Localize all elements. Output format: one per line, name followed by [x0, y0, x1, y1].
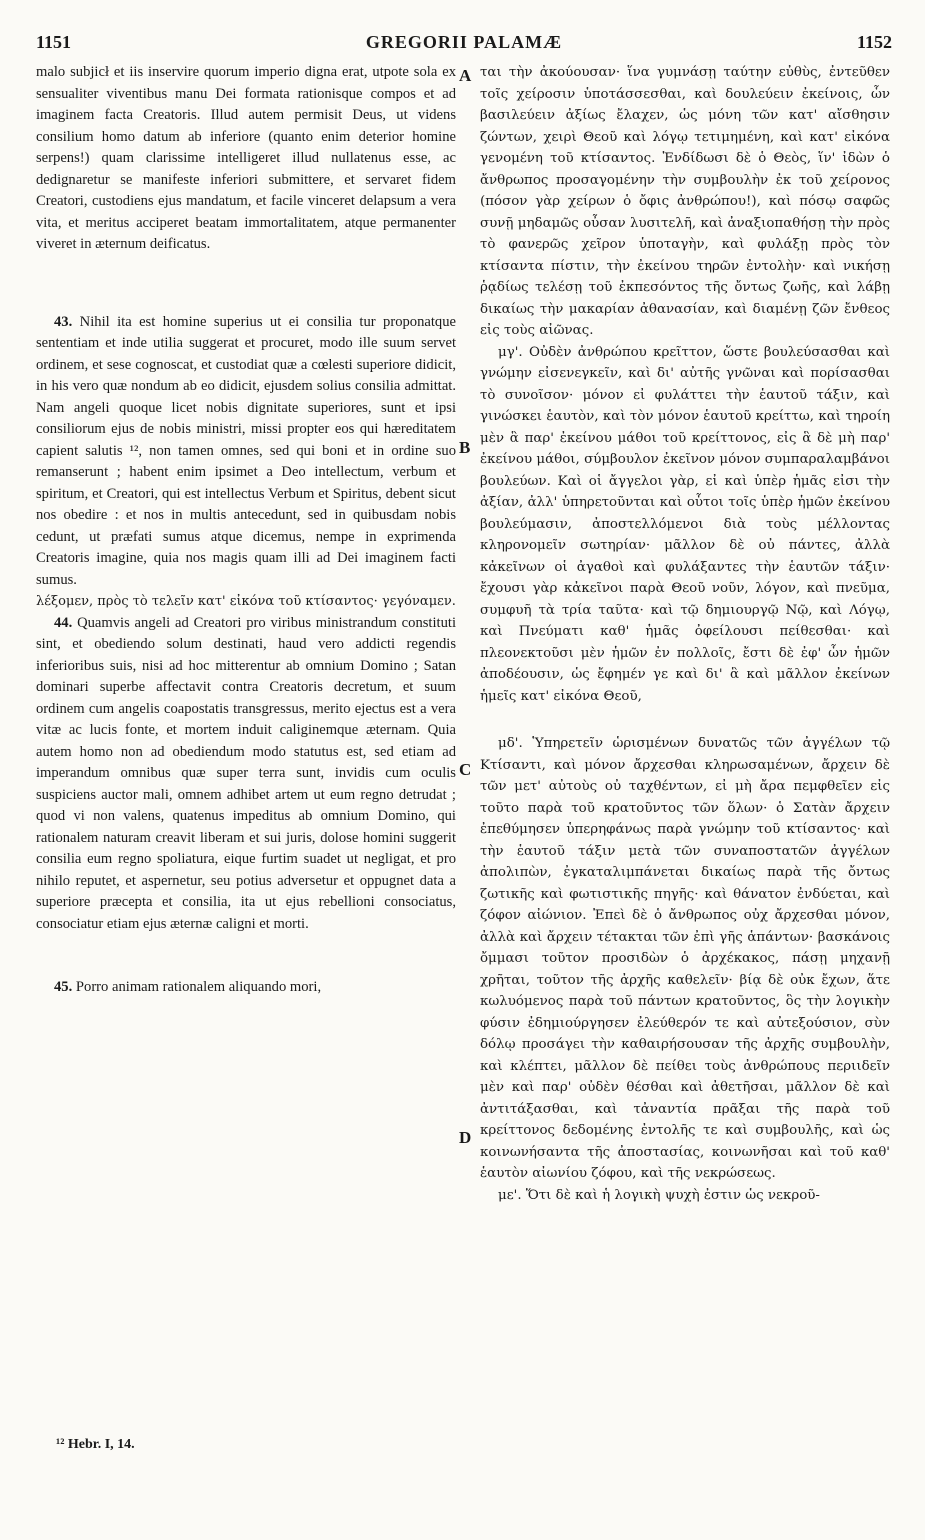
greek-paragraph-44 [480, 733, 890, 1185]
footnote: ¹² Hebr. I, 14. [56, 1437, 135, 1452]
margin-letter-d: D [459, 1128, 472, 1147]
latin-text: Quamvis angeli ad Creatori pro viribus ministrandum constituti sint, et obediendo solum destinati, haud vero addicti regendis inferioribus suis, nisi ad hoc mitterentur ab omnium Domino ; Satan dominari superbe affectavit contra Creatoris decretum, et suum ordinem cum angelis coapostatis transgressus, merito ejectus est a vera vitæ ac lucis fonte, et mortem induit caliginemque æternam. Quia autem homo non ad obediendum modo statutus est, sed etiam ad imperandum omnibus quæ super terra sunt, invidis cum oculis suspiciens auctor mali, omnem adhibet artem ut eum regno detrudat ; quod vi non valens, quatenus impeditus ab omnium Domino, qui rationalem naturam creavit liberam et sui juris, dolose homini suggerit consilia eum regno spoliatura, eique furtim suadet ut negligat, et pro nihilo reputet, et aspernetur, seu potius adversetur et oppugnet data a superiore præcepta et consilia, ita ut ejus rebellioni consociatus, consociatur etiam ejus æternæ caligni et morti. [36, 614, 456, 932]
section-number: 45. [54, 979, 73, 995]
page-number-right: 1152 [856, 32, 892, 52]
greek-paragraph-45 [480, 1185, 890, 1207]
latin-column [36, 62, 456, 999]
margin-letter-a: A [459, 66, 472, 85]
latin-paragraph-43 [36, 312, 456, 592]
section-number: μδ'. [498, 736, 523, 751]
latin-text: Nihil ita est homine superius ut ei consilia tur proponatque sententiam et inde utilia suggerat et procuret, modo ille suum servet ordinem, et sese cognoscat, et custodiat quæ a cœlesti superiore didicit, in his vero quæ nondum ab eo didicit, ejusdem solius consilia admittat. Nam angeli quoque licet nobis dignitate superiores, sunt et ipsi consiliorum ejus de nobis ministri, missi propter eos qui hæreditatem capient salutis ¹², non tamen omnes, sed qui boni et in ordine suo remanserunt ; habent enim ipsimet a Deo intellectum, verbum et spiritum, et Creatori, qui est intellectus Verbum et Spiritus, debent sicut nos obedire : et nos in multis antecedunt, sed in quibusdam nobis cedunt, ut præfati sumus atque dicemus, nempe in exprimenda Creatoris imagine, quia nos magis quam illi ad Dei imaginem facti sumus. [36, 313, 457, 588]
section-number: 44. [54, 614, 73, 631]
latin-paragraph-42: malo subjicł et iis inservire quorum imperio digna erat, utpote sola ex sensualiter viventibus manu Dei formata rationisque compos et ad imaginem facta Creatoris. Illud autem permisit Deus, ut videns consilium homo datum ab inferiore (quanto enim deterior homine serpens!) quam clarissime intelligeret illud nullatenus esse, ac dedignaretur se manifeste inferiori submittere, et servaret fidem Creatori, custodiens ejus mandatum, et facile vinceret delapsum a vera vita, et meritus acciperet beatam immortalitatem, atque permanenter viveret in æternum deificatus. [36, 64, 456, 252]
page-header [36, 32, 892, 60]
page-number-left: 1151 [36, 32, 72, 52]
latin-paragraph-44 [36, 613, 456, 936]
latin-text: Porro animam rationalem aliquando mori, [75, 979, 322, 995]
section-number: μγ'. [498, 344, 523, 360]
margin-letter-b: B [459, 438, 471, 457]
greek-text: Οὐδὲν ἀνθρώπου κρεῖττον, ὥστε βουλεύσασθαι καὶ γνώμην εἰσενεγκεῖν, καὶ δι' αὐτῆς γνῶναι καὶ πορίσασθαι τὸ συνοῖσον· μόνον εἰ φυλάττει τὴν ἑαυτοῦ τάξιν, καὶ γινώσκει ἑαυτὸν, καὶ τὸν μόνον ἑαυτοῦ κρείττω, καὶ τηροίη μὲν ἃ παρ' ἐκείνου μάθοι τοῦ κρείττονος, εἰς ἃ δὲ μὴ παρ' ἐκείνου μάθοι, σύμβουλον ἐκεῖνον μόνον συμπαραλαμβάνοι βουλεύων. Καὶ οἱ ἄγγελοι γὰρ, εἰ καὶ ὑπὲρ ἡμᾶς εἰσι τὴν ἀξίαν, ἀλλ' ὑπηρετοῦνται καὶ οὗτοι τοῖς ὑπὲρ ἡμῶν ἐκείνου βουλεύμασιν, ἀποστελλόμενοι διὰ τοὺς μέλλοντας κληρονομεῖν σωτηρίαν· μᾶλλον δὲ οὐ πάντες, ἀλλὰ κἀκεῖνων οἱ ἀγαθοὶ καὶ φυλάξαντες τὴν ἑαυτῶν τάξιν· ἔχουσι γὰρ κἀκεῖνοι παρὰ Θεοῦ νοῦν, λόγον, καὶ πνεῦμα, συμφυῆ τὰ τρία ταῦτα· καὶ τῷ δημιουργῷ Νῷ, καὶ Λόγῳ, καὶ Πνεύματι καθ' ἡμᾶς ὀφείλουσι πείθεσθαι· καὶ πλεονεκτοῦσι μὲν ἡμῶν ἐν πολλοῖς, ἔστι δὲ ἐφ' ὧν ἡμῶν ἀποδέουσιν, ὡς ἔφημέν γε καὶ δι' ἃ καὶ μᾶλλον ἐκείνων ἡμεῖς κατ' εἰκόνα Θεοῦ, [480, 344, 890, 704]
greek-carryover-line: λέξομεν, πρὸς τὸ τελεῖν κατ' εἰκόνα τοῦ κτίσαντος· γεγόναμεν. [36, 594, 456, 609]
greek-text: Ὅτι δὲ καὶ ἡ λογικὴ ψυχὴ ἐστιν ὡς νεκροῦ- [525, 1187, 820, 1203]
running-title: GREGORII PALAMÆ [365, 32, 563, 52]
greek-text: Ὑπηρετεῖν ὡρισμένων δυνατῶς τῶν ἀγγέλων τῷ Κτίσαντι, καὶ μόνον ἄρχεσθαι κληρωσαμένων, ἄρχειν δὲ τῶν μετ' αὐτοὺς οὐ ταχθέντων, εἰ μὴ ἄρα πεμφθεῖεν εἰς τοῦτο παρὰ τοῦ κρατοῦντος τῶν ὅλων· ὁ Σατὰν ἄρχειν ἐπεθύμησεν ὑπερηφάνως παρὰ γνώμην τοῦ κτίσαντος· καὶ τὴν ἑαυτοῦ τάξιν μετὰ τῶν συναποστατῶν ἀγγέλων ἀπολιπὼν, ἐγκαταλιμπάνεται δικαίως παρὰ τῆς ὄντως ζωτικῆς καὶ φωτιστικῆς πηγῆς· καὶ θάνατον ἐνδύεται, καὶ ζόφον αἰώνιον. Ἐπεὶ δὲ ὁ ἄνθρωπος οὐχ ἄρχεσθαι μόνον, ἀλλὰ καὶ ἄρχειν τέτακται τῶν ἐπὶ γῆς ἁπάντων· βασκάνοις ὄμμασι τοῦτον προσιδὼν ὁ ἀρχέκακος, πάσῃ μηχανῇ χρῆται, τοῦτον τῆς ἀρχῆς καθελεῖν· βίᾳ δὲ οὐκ ἔχων, ἅτε κωλυόμενος παρὰ τοῦ πάντων κρατοῦντος, ὃς τὴν λογικὴν φύσιν ἐδημιούργησεν ἐλεύθερόν τε καὶ αὐτεξούσιον, σὺν δόλῳ προσάγει τὴν καθαιρήσουσαν τῆς ἀρχῆς συμβουλὴν, καὶ κλέπτει, μᾶλλον δὲ πείθει τοὺς ἀνθρώπους περιιδεῖν μὲν καὶ παρ' οὐδὲν θέσθαι καὶ ἀθετῆσαι, μᾶλλον δὲ καὶ ἀντιτάξασθαι, καὶ τἀναντία πρᾶξαι τῆς παρὰ τοῦ κρείττονος δεδομένης ἐντολῆς τε καὶ συμβουλῆς, καὶ ὡς κοινωνήσαντα τῆς ἀποστασίας, κοινωνῆσαι καὶ τοῦ καθ' ἑαυτὸν αἰωνίου ζόφου, καὶ τῆς νεκρώσεως. [480, 736, 890, 1181]
section-number: με'. [498, 1187, 522, 1203]
margin-letter-c: C [459, 760, 472, 779]
latin-paragraph-45 [36, 977, 456, 999]
greek-paragraph-43 [480, 342, 890, 708]
greek-paragraph-42: ται τὴν ἀκούουσαν· ἵνα γυμνάσῃ ταύτην εὐθὺς, ἐντεῦθεν τοῖς χείροσιν ὑποτάσσεσθαι, καὶ δουλεύειν ἐκείνοις, ὧν βασιλεύειν ἀξίως ἔλαχεν, ὡς μόνη τῶν κατ' αἴσθησιν ζώντων, χειρὶ Θεοῦ καὶ λόγῳ τετιμημένη, καὶ κατ' εἰκόνα γενομένη τοῦ κτίσαντος. Ἐνδίδωσι δὲ ὁ Θεὸς, ἵν' ἰδὼν ὁ ἄνθρωπος προσαγομένην τὴν συμβουλὴν ἐκ τοῦ χείρονος (πόσον γὰρ χείρων ὁ ὄφις ἀνθρώπου!), καὶ πόσῳ σαφῶς συνῇ μηδαμῶς οὖσαν λυσιτελῆ, καὶ ἀναξιοπαθήσῃ τὴν πρὸς τὸ φανερῶς χεῖρον ὑποταγὴν, καὶ φυλάξῃ πρὸς τὸν κτίσαντα πίστιν, τὴν ἐκείνου τηρῶν ἐντολὴν· καὶ νικήσῃ ῥᾳδίως τελέσῃ τοῦ ἐκπεσόντος τῆς ὄντως ζωῆς, καὶ λάβῃ δικαίως τὴν μακαρίαν ἀθανασίαν, καὶ διαμένῃ ζῶν ἔνθεος εἰς τοὺς αἰῶνας. [480, 65, 890, 338]
greek-column [480, 62, 890, 1206]
section-number: 43. [54, 313, 73, 330]
